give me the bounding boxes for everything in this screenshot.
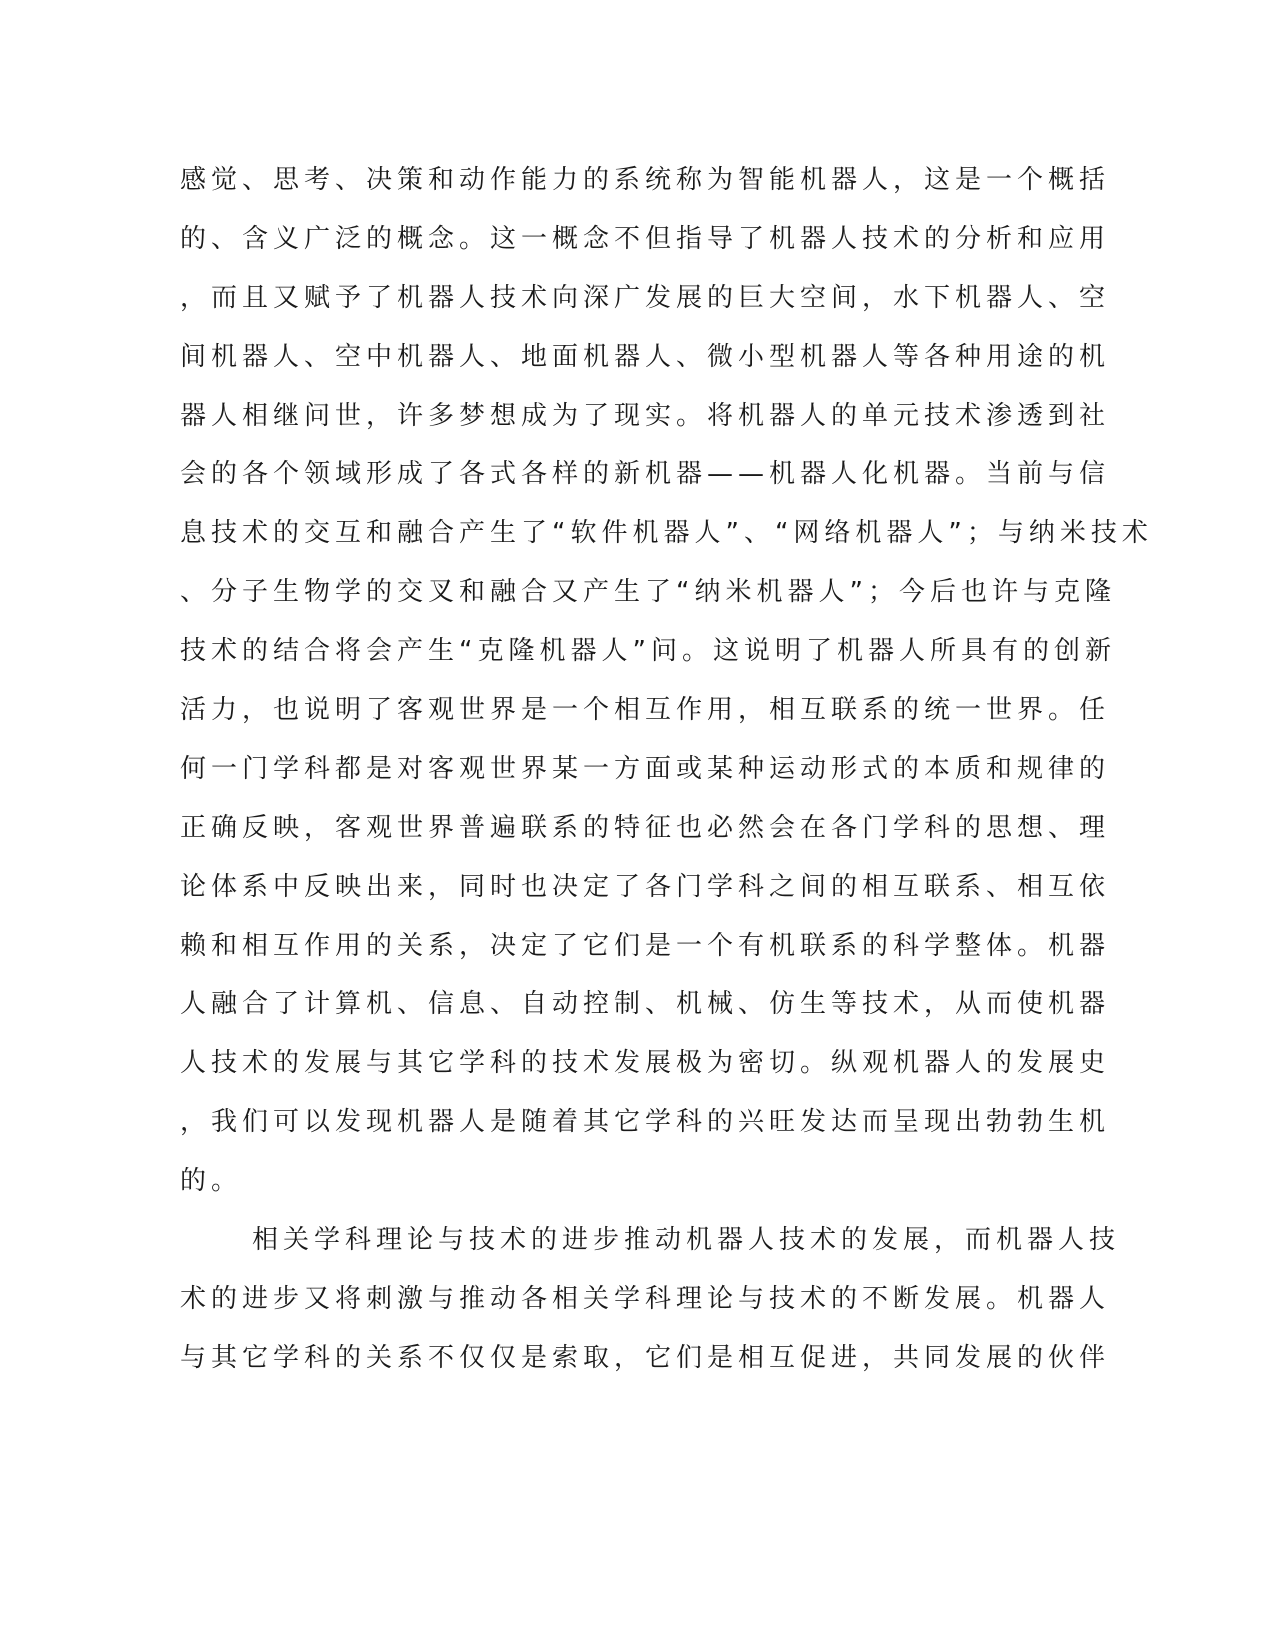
text-line: 的、含义广泛的概念。这一概念不但指导了机器人技术的分析和应用 [180,223,1111,254]
text-line: 的。 [180,1166,243,1197]
body-text [180,158,1153,1395]
text-line: 息技术的交互和融合产生了“软件机器人”、“网络机器人”；与纳米技术 [180,518,1153,549]
text-line: 论体系中反映出来，同时也决定了各门学科之间的相互联系、相互依 [180,871,1111,902]
text-line: 人技术的发展与其它学科的技术发展极为密切。纵观机器人的发展史 [180,1048,1111,1079]
text-line-indented: 相关学科理论与技术的进步推动机器人技术的发展，而机器人技 [252,1225,1121,1256]
text-line: 活力，也说明了客观世界是一个相互作用，相互联系的统一世界。任 [180,695,1111,726]
text-line: 与其它学科的关系不仅仅是索取，它们是相互促进，共同发展的伙伴 [180,1342,1111,1373]
text-line: 器人相继问世，许多梦想成为了现实。将机器人的单元技术渗透到社 [180,400,1111,431]
text-line: 会的各个领域形成了各式各样的新机器——机器人化机器。当前与信 [180,459,1111,490]
text-line: 感觉、思考、决策和动作能力的系统称为智能机器人，这是一个概括 [180,165,1111,195]
text-line: 技术的结合将会产生“克隆机器人”问。这说明了机器人所具有的创新 [180,636,1116,667]
text-line: 人融合了计算机、信息、自动控制、机械、仿生等技术，从而使机器 [180,989,1111,1020]
text-line: ，我们可以发现机器人是随着其它学科的兴旺发达而呈现出勃勃生机 [180,1107,1111,1138]
text-line: 正确反映，客观世界普遍联系的特征也必然会在各门学科的思想、理 [180,812,1111,843]
text-line: 术的进步又将刺激与推动各相关学科理论与技术的不断发展。机器人 [180,1283,1111,1314]
text-line: 赖和相互作用的关系，决定了它们是一个有机联系的科学整体。机器 [180,930,1111,961]
text-line: 间机器人、空中机器人、地面机器人、微小型机器人等各种用途的机 [180,341,1111,372]
text-line: 、分子生物学的交叉和融合又产生了“纳米机器人”；今后也许与克隆 [180,577,1116,608]
text-line: ，而且又赋予了机器人技术向深广发展的巨大空间，水下机器人、空 [180,282,1111,313]
text-line: 何一门学科都是对客观世界某一方面或某种运动形式的本质和规律的 [180,753,1111,784]
